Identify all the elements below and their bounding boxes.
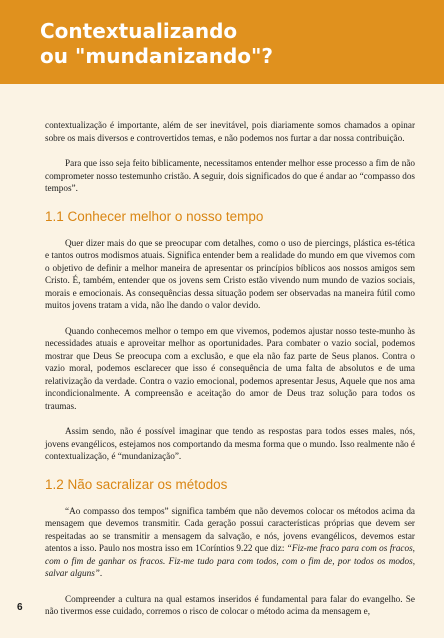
chapter-title: Contextualizando ou "mundanizando"? bbox=[40, 19, 274, 68]
paragraph: Quer dizer mais do que se preocupar com detalhes, como o uso de piercings, plástica es-tética e tantos outros modismos atuais. Significa entender bem a realidade do mundo em que vivemos com o objetivo de definir a melhor maneira de apresentar os princípios bíblicos aos nossos amigos sem Cristo. É, também, entender que os jovens sem Cristo estão vivendo num mundo de vazios sociais, morais e emocionais. As consequências dessa situação podem ser observadas na maneira fútil como muitos jovens tratam a vida, não lhe dando o valor devido. bbox=[45, 237, 415, 310]
page-number: 6 bbox=[17, 602, 23, 613]
paragraph: contextualização é importante, além de ser inevitável, pois diariamente somos chamados a opinar sobre os mais diversos e controvertidos temas, e não podemos nos furtar a dar nossa contribuição. bbox=[45, 120, 415, 143]
paragraph: Assim sendo, não é possível imaginar que tendo as respostas para todos esses males, nós, jovens evangélicos, estejamos nos comportando da mesma forma que o mundo. Isso realmente não é contextualização, é “mundanização”. bbox=[45, 426, 415, 461]
paragraph: Quando conhecemos melhor o tempo em que vivemos, podemos ajustar nosso teste-munho às necessidades atuais e aproveitar melhor as oportunidades. Para combater o vazio social, podemos mostrar que Deus Se preocupa com a exclusão, e que ela não faz parte de Seus planos. Contra o vazio moral, podemos esclarecer que isso é consequência de uma falta de absolutos e de uma relativização da verdade. Contra o vazio emocional, podemos apresentar Jesus, Aquele que nos ama incondicionalmente. A compreensão e aceitação do amor de Deus traz solução para todos os traumas. bbox=[45, 325, 415, 411]
paragraph bbox=[45, 505, 415, 580]
bible-quote: “Fiz-me fraco para com os fracos, com o fim de ganhar os fracos. Fiz-me tudo para com todos, com o fim de, por todos os modos, salvar alguns” bbox=[45, 543, 415, 578]
paragraph-text: . bbox=[99, 568, 103, 578]
paragraph: Para que isso seja feito biblicamente, necessitamos entender melhor esse processo a fim de não comprometer nosso testemunho cristão. A seguir, dois significados do que é andar ao “compasso dos tempos”. bbox=[45, 158, 415, 193]
paragraph-text: “Ao compasso dos tempos” significa também que não devemos colocar os métodos acima da mensagem que devemos transmitir. Cada geração possui características próprias que devem ser respeitadas ao se transmitir a mensagem da salvação, e nós, jovens evangélicos, devemos estar atentos a isso. Paulo nos mostra isso em 1Coríntios 9.22 que diz: bbox=[45, 505, 415, 553]
section-heading: 1.2 Não sacralizar os métodos bbox=[45, 476, 228, 492]
paragraph: Compreender a cultura na qual estamos inseridos é fundamental para falar do evangelho. Se não tivermos esse cuidado, corremos o risco de colocar o método acima da mensagem e, bbox=[45, 593, 415, 616]
chapter-header-banner bbox=[0, 0, 444, 84]
page-body bbox=[45, 119, 415, 631]
section-heading: 1.1 Conhecer melhor o nosso tempo bbox=[45, 208, 264, 224]
